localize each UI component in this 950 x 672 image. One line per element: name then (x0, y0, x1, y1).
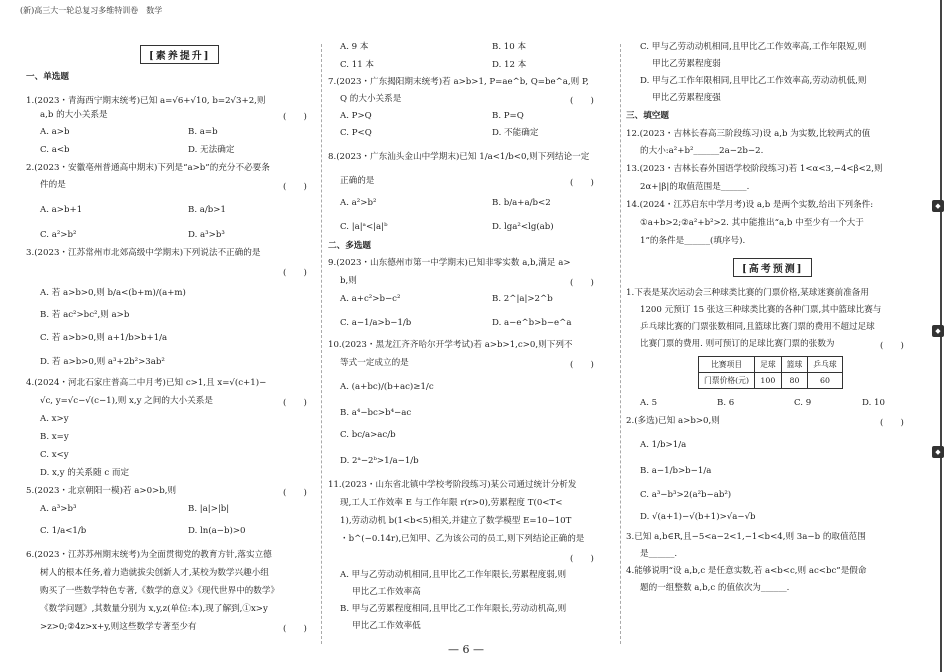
option: D. lga²<lg(ab) (492, 222, 554, 232)
option: A. a²>b² (340, 198, 377, 208)
text-line: 题的一组整数 a,b,c 的值依次为______. (640, 583, 790, 593)
text-line: 2.(多选)已知 a>b>0,则 (626, 416, 720, 426)
text-line: 3.已知 a,b∈R,且−5<a−2<1,−1<b<4,则 3a−b 的取值范围 (626, 532, 866, 542)
text-line: 2.(2023・安徽亳州普通高中期末)下列是“a>b”的充分不必要条 (26, 163, 270, 173)
option: A. a>b+1 (40, 205, 83, 215)
text-line: 2α+|β|的取值范围是______. (640, 182, 750, 192)
option: B. |a|>|b| (188, 504, 230, 514)
option: A. a>b (40, 127, 70, 137)
option: C. a³−b³>2(a²b−ab²) (640, 490, 732, 500)
option: B. a−1/b>b−1/a (640, 466, 712, 476)
answer-parens: ( ) (283, 624, 307, 634)
text-line: 乒乓球比赛的门票张数相同,且篮球比赛门票的费用不超过足球 (640, 322, 875, 332)
option: B. P=Q (492, 111, 524, 121)
text-line: 《数学问题》,其数量分别为 x,y,z(单位:本),现了解到,①x>y (40, 604, 268, 614)
answer-parens: ( ) (880, 341, 904, 351)
option: D. ln(a−b)>0 (188, 526, 246, 536)
text-line: 正确的是 (340, 176, 375, 186)
table-row (699, 373, 843, 389)
table-cell: 80 (781, 373, 808, 389)
answer-parens: ( ) (570, 554, 594, 564)
option: C. 9 (794, 398, 812, 408)
section-title: [高考预测] (733, 258, 812, 277)
option: C. 甲与乙劳动动机相同,且甲比乙工作效率高,工作年限短,则 (640, 42, 867, 52)
text-line: 10.(2023・黑龙江齐齐哈尔开学考试)若 a>b>1,c>0,则下列不 (328, 340, 573, 350)
text-line: √c, y=√c−√(c−1),则 x,y 之间的大小关系是 (40, 396, 213, 406)
text-line: ①a+b>2;②a²+b²>2. 其中能推出“a,b 中至少有一个大于 (640, 218, 864, 228)
option: A. 1/b>1/a (640, 440, 687, 450)
option: A. 甲与乙劳动动机相同,且甲比乙工作年限长,劳累程度弱,则 (340, 570, 567, 580)
column-divider (321, 44, 322, 644)
answer-parens: ( ) (570, 96, 594, 106)
text-line: 现,工人工作效率 E 与工作年限 r(r>0),劳累程度 T(0<T< (340, 498, 563, 508)
option: D. a³>b³ (188, 230, 225, 240)
text-line: Q 的大小关系是 (340, 94, 402, 104)
option: 甲比乙劳累程度强 (652, 93, 721, 103)
option: C. 1/a<1/b (40, 526, 87, 536)
text-line: 13.(2023・吉林长春外国语学校阶段练习)若 1<α<3,−4<β<2,则 (626, 164, 883, 174)
text-line: 12.(2023・吉林长春高三阶段练习)设 a,b 为实数,比较两式的值 (626, 129, 871, 139)
text-line: 5.(2023・北京朝阳一模)若 a>0>b,则 (26, 486, 177, 496)
option: 甲比乙工作效率高 (352, 587, 421, 597)
option: D. a−e^b>b−e^a (492, 318, 572, 328)
option: D. 若 a>b>0,则 a³+2b²>3ab² (40, 357, 165, 367)
option: A. 9 本 (340, 42, 369, 52)
answer-parens: ( ) (570, 360, 594, 370)
table-cell: 比赛项目 (699, 357, 755, 373)
text-line: 4.(2024・河北石家庄普高二中月考)已知 c>1,且 x=√(c+1)− (26, 378, 267, 388)
text-line: b,则 (340, 276, 357, 286)
option: B. a/b>1 (188, 205, 226, 215)
table-cell: 乒乓球 (808, 357, 842, 373)
subsection-heading: 三、填空题 (626, 111, 669, 121)
option: C. bc/a>ac/b (340, 430, 396, 440)
option: B. a⁴−bc>b⁴−ac (340, 408, 412, 418)
option: 甲比乙工作效率低 (352, 621, 421, 631)
text-line: 1),劳动动机 b(1<b<5)相关,并建立了数学模型 E=10−10T (340, 516, 572, 526)
text-line: 等式一定成立的是 (340, 358, 409, 368)
table-cell: 篮球 (781, 357, 808, 373)
text-line: 比赛门票的费用. 则可预订的足球比赛门票的张数为 (640, 339, 835, 349)
option: A. a+c²>b−c² (340, 294, 401, 304)
text-line: >z>0;②4z>x+y,则这些数学专著至少有 (40, 622, 197, 632)
page-number: — 6 — (448, 643, 484, 656)
edge-marker: ◆ (932, 325, 944, 337)
subsection-heading: 一、单选题 (26, 72, 69, 82)
option: B. x=y (40, 432, 69, 442)
text-line: 1200 元预订 15 张这三种球类比赛的各种门票,其中篮球比赛与 (640, 305, 882, 315)
option: B. b/a+a/b<2 (492, 198, 551, 208)
answer-parens: ( ) (283, 268, 307, 278)
text-line: 件的是 (40, 180, 66, 190)
edge-marker: ◆ (932, 446, 944, 458)
table-cell: 门票价格(元) (699, 373, 755, 389)
option: A. 若 a>b>0,则 b/a<(b+m)/(a+m) (40, 288, 186, 298)
text-line: 购买了一些数学特色专著,《数学的意义》《现代世界中的数学》 (40, 586, 280, 596)
option: D. 12 本 (492, 60, 527, 70)
option: B. 甲与乙劳累程度相同,且甲比乙工作年限长,劳动动机高,则 (340, 604, 567, 614)
option: D. x,y 的关系随 c 而定 (40, 468, 130, 478)
text-line: 树人的根本任务,着力造就拔尖创新人才,某校为数学兴趣小组 (40, 568, 269, 578)
table-header-row (699, 357, 843, 373)
option: D. 不能确定 (492, 128, 539, 138)
option: B. a=b (188, 127, 218, 137)
option: C. x<y (40, 450, 69, 460)
text-line: 7.(2023・广东揭阳期末统考)若 a>b>1, P=ae^b, Q=be^a,则 P, (328, 77, 589, 87)
text-line: 的大小:a²+b²______2a−2b−2. (640, 146, 764, 156)
option: 甲比乙劳累程度弱 (652, 59, 721, 69)
option: A. 5 (640, 398, 658, 408)
option: A. (a+bc)/(b+ac)≥1/c (340, 382, 434, 392)
edge-marker: ◆ (932, 200, 944, 212)
option: C. P<Q (340, 128, 372, 138)
subsection-heading: 二、多选题 (328, 241, 371, 251)
text-line: 1.(2023・青海西宁期末统考)已知 a=√6+√10, b=2√3+2,则 (26, 96, 266, 106)
option: D. 甲与乙工作年限相同,且甲比乙工作效率高,劳动动机低,则 (640, 76, 867, 86)
text-line: 4.能够说明“设 a,b,c 是任意实数,若 a<b<c,则 ac<bc”是假命 (626, 566, 867, 576)
option: D. √(a+1)−√(b+1)>√a−√b (640, 512, 756, 522)
text-line: 11.(2023・山东省北镇中学校考阶段练习)某公司通过统计分析发 (328, 480, 577, 490)
text-line: 3.(2023・江苏常州市北郊高级中学期末)下列说法不正确的是 (26, 248, 261, 258)
text-line: 14.(2024・江苏启东中学月考)设 a,b 是两个实数,给出下列条件: (626, 200, 874, 210)
option: B. 10 本 (492, 42, 527, 52)
text-line: 9.(2023・山东德州市第一中学期末)已知非零实数 a,b,满足 a> (328, 258, 571, 268)
option: A. a³>b³ (40, 504, 77, 514)
option: C. 11 本 (340, 60, 374, 70)
option: C. a−1/a>b−1/b (340, 318, 412, 328)
text-line: 是______. (640, 549, 678, 559)
option: B. 若 ac²>bc²,则 a>b (40, 310, 130, 320)
option: C. a²>b² (40, 230, 77, 240)
answer-parens: ( ) (283, 398, 307, 408)
table-cell: 60 (808, 373, 842, 389)
answer-parens: ( ) (570, 278, 594, 288)
text-line: 8.(2023・广东汕头金山中学期末)已知 1/a<1/b<0,则下列结论一定 (328, 152, 590, 162)
option: A. x>y (40, 414, 69, 424)
option: D. 2ᵃ−2ᵇ>1/a−1/b (340, 456, 419, 466)
option: B. 6 (717, 398, 735, 408)
option: D. 无法确定 (188, 145, 235, 155)
option: A. P>Q (340, 111, 372, 121)
text-line: a,b 的大小关系是 (40, 110, 108, 120)
answer-parens: ( ) (283, 182, 307, 192)
page-header: (新)高三大一轮总复习多维特训卷 数学 (20, 6, 163, 15)
text-line: ・b^(−0.14r),已知甲、乙为该公司的员工,则下列结论正确的是 (340, 534, 585, 544)
option: B. 2^|a|>2^b (492, 294, 553, 304)
option: C. a<b (40, 145, 70, 155)
text-line: 1.下表是某次运动会三种球类比赛的门票价格,某球迷赛前准备用 (626, 288, 869, 298)
answer-parens: ( ) (283, 488, 307, 498)
option: C. |a|ᵃ<|a|ᵇ (340, 222, 388, 232)
section-title: [素养提升] (140, 45, 219, 64)
answer-parens: ( ) (880, 418, 904, 428)
ticket-price-table (698, 356, 843, 389)
answer-parens: ( ) (570, 178, 594, 188)
answer-parens: ( ) (283, 112, 307, 122)
text-line: 6.(2023・江苏苏州期末统考)为全面贯彻党的教育方针,落实立德 (26, 550, 272, 560)
option: C. 若 a>b>0,则 a+1/b>b+1/a (40, 333, 168, 343)
option: D. 10 (862, 398, 885, 408)
text-line: 1”的条件是______(填序号). (640, 236, 746, 246)
column-divider (620, 44, 621, 644)
table-cell: 100 (755, 373, 782, 389)
table-cell: 足球 (755, 357, 782, 373)
